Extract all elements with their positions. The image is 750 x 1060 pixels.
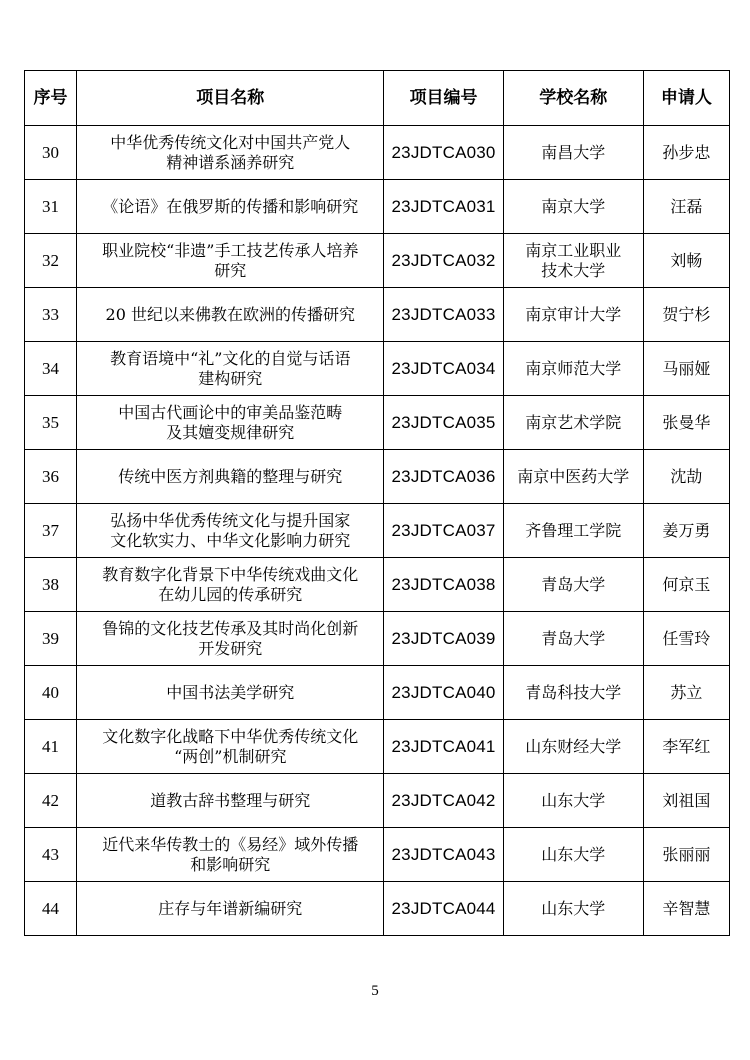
- cell-school: 青岛大学: [503, 558, 643, 612]
- cell-project-code: 23JDTCA041: [384, 720, 503, 774]
- cell-applicant: 李军红: [643, 720, 729, 774]
- header-index: 序号: [25, 71, 77, 126]
- cell-project-name: 文化数字化战略下中华优秀传统文化 “两创”机制研究: [77, 720, 384, 774]
- cell-school: 南京大学: [503, 180, 643, 234]
- cell-applicant: 刘畅: [643, 234, 729, 288]
- cell-index: 35: [25, 396, 77, 450]
- cell-applicant: 孙步忠: [643, 126, 729, 180]
- cell-school: 齐鲁理工学院: [503, 504, 643, 558]
- cell-project-code: 23JDTCA038: [384, 558, 503, 612]
- header-project-code: 项目编号: [384, 71, 503, 126]
- table-row: [25, 720, 730, 774]
- cell-school: 山东财经大学: [503, 720, 643, 774]
- cell-project-code: 23JDTCA043: [384, 828, 503, 882]
- table-row: [25, 558, 730, 612]
- cell-index: 36: [25, 450, 77, 504]
- cell-project-name: 20 世纪以来佛教在欧洲的传播研究: [77, 288, 384, 342]
- cell-index: 38: [25, 558, 77, 612]
- cell-applicant: 刘祖国: [643, 774, 729, 828]
- cell-project-code: 23JDTCA032: [384, 234, 503, 288]
- cell-index: 42: [25, 774, 77, 828]
- cell-project-name: 中国书法美学研究: [77, 666, 384, 720]
- cell-project-name: 庄存与年谱新编研究: [77, 882, 384, 936]
- header-project-name: 项目名称: [77, 71, 384, 126]
- project-table-container: [24, 70, 730, 936]
- cell-project-code: 23JDTCA039: [384, 612, 503, 666]
- cell-school: 青岛大学: [503, 612, 643, 666]
- table-row: [25, 288, 730, 342]
- cell-project-code: 23JDTCA033: [384, 288, 503, 342]
- cell-index: 33: [25, 288, 77, 342]
- cell-project-name: 职业院校“非遗”手工技艺传承人培养 研究: [77, 234, 384, 288]
- cell-index: 43: [25, 828, 77, 882]
- cell-project-code: 23JDTCA044: [384, 882, 503, 936]
- cell-project-code: 23JDTCA031: [384, 180, 503, 234]
- cell-applicant: 姜万勇: [643, 504, 729, 558]
- table-row: [25, 180, 730, 234]
- cell-index: 32: [25, 234, 77, 288]
- cell-project-code: 23JDTCA036: [384, 450, 503, 504]
- table-row: [25, 882, 730, 936]
- cell-school: 山东大学: [503, 882, 643, 936]
- table-row: [25, 774, 730, 828]
- header-applicant: 申请人: [643, 71, 729, 126]
- header-school: 学校名称: [503, 71, 643, 126]
- cell-applicant: 张丽丽: [643, 828, 729, 882]
- table-row: [25, 396, 730, 450]
- table-row: [25, 612, 730, 666]
- cell-index: 31: [25, 180, 77, 234]
- cell-applicant: 贺宁杉: [643, 288, 729, 342]
- project-table: [24, 70, 730, 936]
- cell-project-code: 23JDTCA037: [384, 504, 503, 558]
- cell-applicant: 马丽娅: [643, 342, 729, 396]
- cell-applicant: 辛智慧: [643, 882, 729, 936]
- cell-project-name: 传统中医方剂典籍的整理与研究: [77, 450, 384, 504]
- cell-project-name: 教育语境中“礼”文化的自觉与话语 建构研究: [77, 342, 384, 396]
- cell-project-code: 23JDTCA040: [384, 666, 503, 720]
- cell-project-name: 弘扬中华优秀传统文化与提升国家 文化软实力、中华文化影响力研究: [77, 504, 384, 558]
- cell-school: 青岛科技大学: [503, 666, 643, 720]
- cell-project-name: 教育数字化背景下中华传统戏曲文化 在幼儿园的传承研究: [77, 558, 384, 612]
- cell-applicant: 苏立: [643, 666, 729, 720]
- cell-project-name: 道教古辞书整理与研究: [77, 774, 384, 828]
- cell-project-name: 鲁锦的文化技艺传承及其时尚化创新 开发研究: [77, 612, 384, 666]
- table-row: [25, 126, 730, 180]
- table-row: [25, 234, 730, 288]
- cell-project-code: 23JDTCA034: [384, 342, 503, 396]
- cell-applicant: 汪磊: [643, 180, 729, 234]
- cell-index: 44: [25, 882, 77, 936]
- cell-project-name: 近代来华传教士的《易经》域外传播 和影响研究: [77, 828, 384, 882]
- cell-index: 30: [25, 126, 77, 180]
- cell-school: 南京艺术学院: [503, 396, 643, 450]
- table-row: [25, 504, 730, 558]
- cell-index: 37: [25, 504, 77, 558]
- cell-index: 40: [25, 666, 77, 720]
- table-body: [25, 126, 730, 936]
- cell-project-name: 《论语》在俄罗斯的传播和影响研究: [77, 180, 384, 234]
- cell-applicant: 沈劼: [643, 450, 729, 504]
- cell-index: 34: [25, 342, 77, 396]
- cell-applicant: 任雪玲: [643, 612, 729, 666]
- cell-school: 南昌大学: [503, 126, 643, 180]
- table-row: [25, 666, 730, 720]
- cell-project-name: 中国古代画论中的审美品鉴范畴 及其嬗变规律研究: [77, 396, 384, 450]
- cell-project-code: 23JDTCA035: [384, 396, 503, 450]
- table-row: [25, 828, 730, 882]
- cell-index: 41: [25, 720, 77, 774]
- table-row: [25, 342, 730, 396]
- cell-school: 山东大学: [503, 774, 643, 828]
- cell-applicant: 张曼华: [643, 396, 729, 450]
- table-header-row: [25, 71, 730, 126]
- cell-applicant: 何京玉: [643, 558, 729, 612]
- table-row: [25, 450, 730, 504]
- cell-school: 南京师范大学: [503, 342, 643, 396]
- cell-project-code: 23JDTCA042: [384, 774, 503, 828]
- cell-index: 39: [25, 612, 77, 666]
- cell-school: 南京审计大学: [503, 288, 643, 342]
- cell-project-code: 23JDTCA030: [384, 126, 503, 180]
- page-number: 5: [371, 983, 379, 999]
- cell-project-name: 中华优秀传统文化对中国共产党人 精神谱系涵养研究: [77, 126, 384, 180]
- cell-school: 南京中医药大学: [503, 450, 643, 504]
- cell-school: 南京工业职业 技术大学: [503, 234, 643, 288]
- cell-school: 山东大学: [503, 828, 643, 882]
